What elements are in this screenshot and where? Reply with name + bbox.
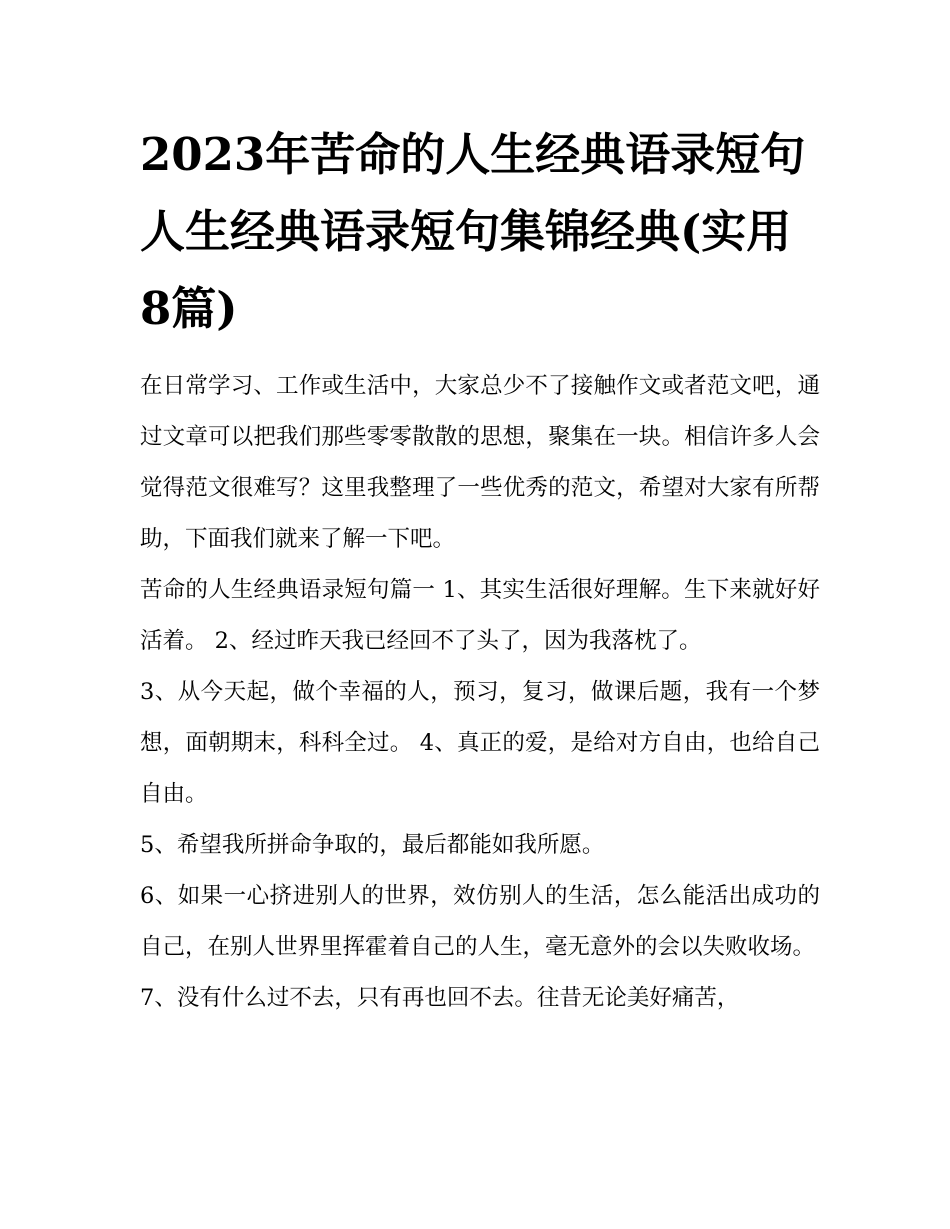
quote-paragraph-3-4: 3、从今天起，做个幸福的人，预习，复习，做课后题，我有一个梦想，面朝期末，科科全过。 4、真正的爱，是给对方自由，也给自己自由。 bbox=[140, 679, 820, 807]
document-body bbox=[140, 116, 820, 1024]
quote-paragraph-5: 5、希望我所拼命争取的，最后都能如我所愿。 bbox=[140, 832, 605, 858]
intro-paragraph: 在日常学习、工作或生活中，大家总少不了接触作文或者范文吧，通过文章可以把我们那些零零散散的思想，聚集在一块。相信许多人会觉得范文很难写？这里我整理了一些优秀的范文，希望对大家有所帮助，下面我们就来了解一下吧。 bbox=[140, 373, 820, 552]
quote-paragraph-1-2: 苦命的人生经典语录短句篇一 1、其实生活很好理解。生下来就好好活着。 2、经过昨天我已经回不了头了，因为我落枕了。 bbox=[140, 577, 820, 654]
quote-paragraph-7: 7、没有什么过不去，只有再也回不去。往昔无论美好痛苦， bbox=[140, 985, 740, 1011]
document-title: 2023年苦命的人生经典语录短句 人生经典语录短句集锦经典(实用8篇) bbox=[140, 128, 806, 335]
quote-paragraph-6: 6、如果一心挤进别人的世界，效仿别人的生活，怎么能活出成功的自己，在别人世界里挥霍着自己的人生，毫无意外的会以失败收场。 bbox=[140, 883, 820, 960]
